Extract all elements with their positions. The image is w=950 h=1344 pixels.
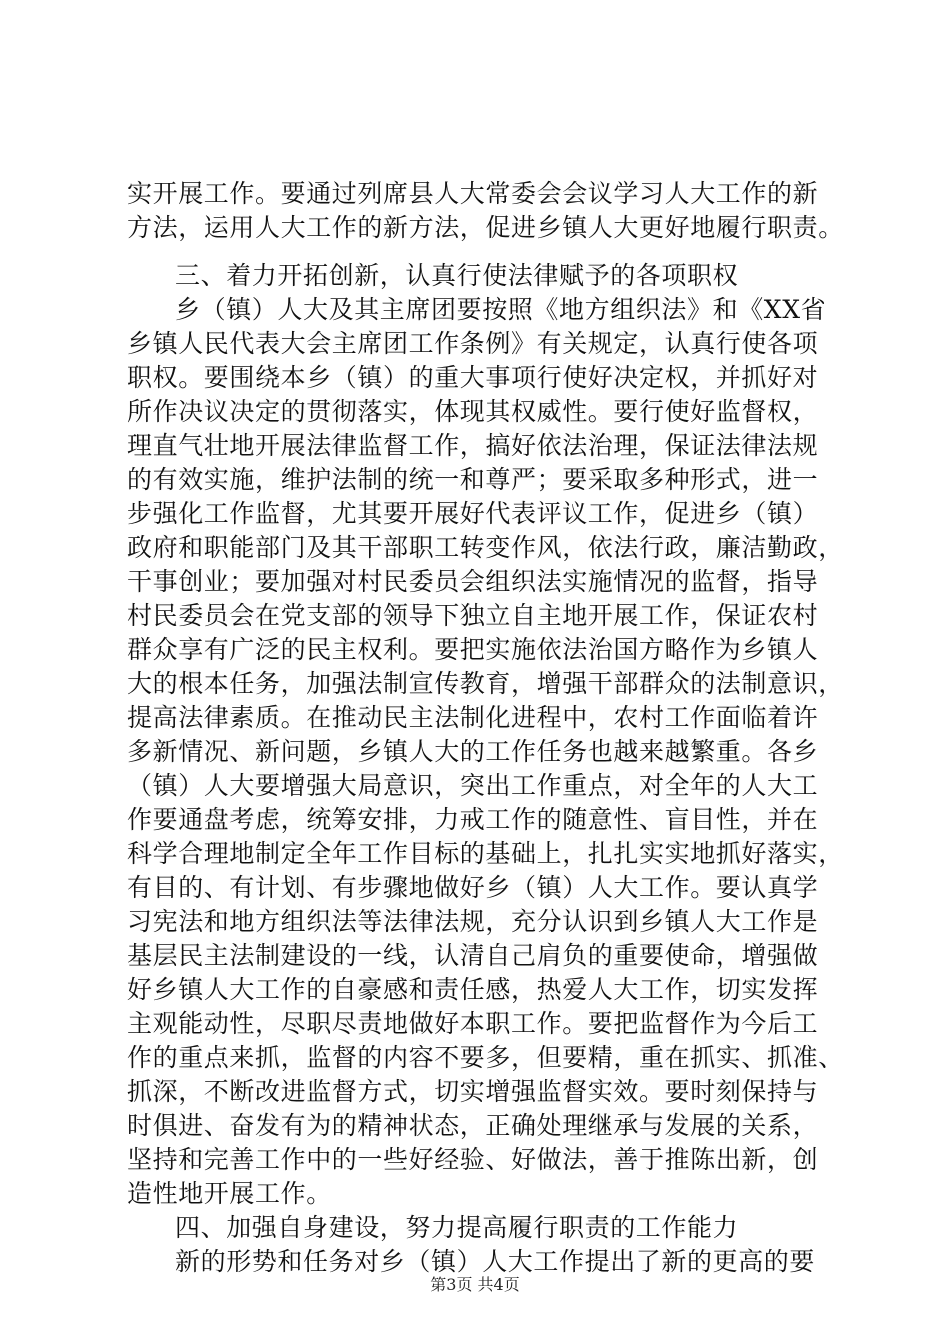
paragraph-line: 理直气壮地开展法律监督工作，搞好依法治理，保证法律法规: [127, 431, 819, 460]
paragraph-line: 时俱进、奋发有为的精神状态，正确处理继承与发展的关系，: [127, 1111, 819, 1140]
paragraph-line: 作要通盘考虑，统筹安排，力戒工作的随意性、盲目性，并在: [127, 805, 819, 834]
paragraph-line: 新的形势和任务对乡（镇）人大工作提出了新的更高的要: [175, 1247, 816, 1276]
paragraph-line: 乡（镇）人大及其主席团要按照《地方组织法》和《XX省: [175, 295, 827, 324]
paragraph-line: 职权。要围绕本乡（镇）的重大事项行使好决定权，并抓好对: [127, 363, 819, 392]
paragraph-line: 科学合理地制定全年工作目标的基础上，扎扎实实地抓好落实，: [127, 839, 844, 868]
paragraph-line: 坚持和完善工作中的一些好经验、好做法，善于推陈出新，创: [127, 1145, 819, 1174]
paragraph-line: 主观能动性，尽职尽责地做好本职工作。要把监督作为今后工: [127, 1009, 819, 1038]
paragraph-line: 干事创业；要加强对村民委员会组织法实施情况的监督，指导: [127, 567, 819, 596]
paragraph-line: 乡镇人民代表大会主席团工作条例》有关规定，认真行使各项: [127, 329, 819, 358]
paragraph-line: 所作决议决定的贯彻落实，体现其权威性。要行使好监督权，: [127, 397, 819, 426]
paragraph-line: 好乡镇人大工作的自豪感和责任感，热爱人大工作，切实发挥: [127, 975, 819, 1004]
paragraph-line: 村民委员会在党支部的领导下独立自主地开展工作，保证农村: [127, 601, 819, 630]
paragraph-line: 抓深，不断改进监督方式，切实增强监督实效。要时刻保持与: [127, 1077, 819, 1106]
paragraph-line: 作的重点来抓，监督的内容不要多，但要精，重在抓实、抓准、: [127, 1043, 844, 1072]
paragraph-line: 造性地开展工作。: [127, 1179, 332, 1208]
paragraph-line: 大的根本任务，加强法制宣传教育，增强干部群众的法制意识，: [127, 669, 844, 698]
paragraph-line: 多新情况、新问题，乡镇人大的工作任务也越来越繁重。各乡: [127, 737, 819, 766]
paragraph-line: 步强化工作监督，尤其要开展好代表评议工作，促进乡（镇）: [127, 499, 819, 528]
section-4-heading: 四、加强自身建设，努力提高履行职责的工作能力: [175, 1213, 739, 1242]
paragraph-line: 方法，运用人大工作的新方法，促进乡镇人大更好地履行职责。: [127, 213, 844, 242]
paragraph-line: 提高法律素质。在推动民主法制化进程中，农村工作面临着许: [127, 703, 819, 732]
paragraph-line: 基层民主法制建设的一线，认清自己肩负的重要使命，增强做: [127, 941, 819, 970]
paragraph-line: 政府和职能部门及其干部职工转变作风，依法行政，廉洁勤政，: [127, 533, 844, 562]
paragraph-line: 有目的、有计划、有步骤地做好乡（镇）人大工作。要认真学: [127, 873, 819, 902]
section-3-heading: 三、着力开拓创新，认真行使法律赋予的各项职权: [175, 261, 739, 290]
page-number-footer: 第3页 共4页: [430, 1275, 520, 1294]
paragraph-line: 群众享有广泛的民主权利。要把实施依法治国方略作为乡镇人: [127, 635, 819, 664]
continued-paragraph: [127, 177, 844, 245]
paragraph-line: （镇）人大要增强大局意识，突出工作重点，对全年的人大工: [127, 771, 819, 800]
section-3: [127, 259, 844, 1279]
paragraph-line: 习宪法和地方组织法等法律法规，充分认识到乡镇人大工作是: [127, 907, 819, 936]
paragraph-line: 实开展工作。要通过列席县人大常委会会议学习人大工作的新: [127, 179, 819, 208]
paragraph-line: 的有效实施，维护法制的统一和尊严；要采取多种形式，进一: [127, 465, 819, 494]
